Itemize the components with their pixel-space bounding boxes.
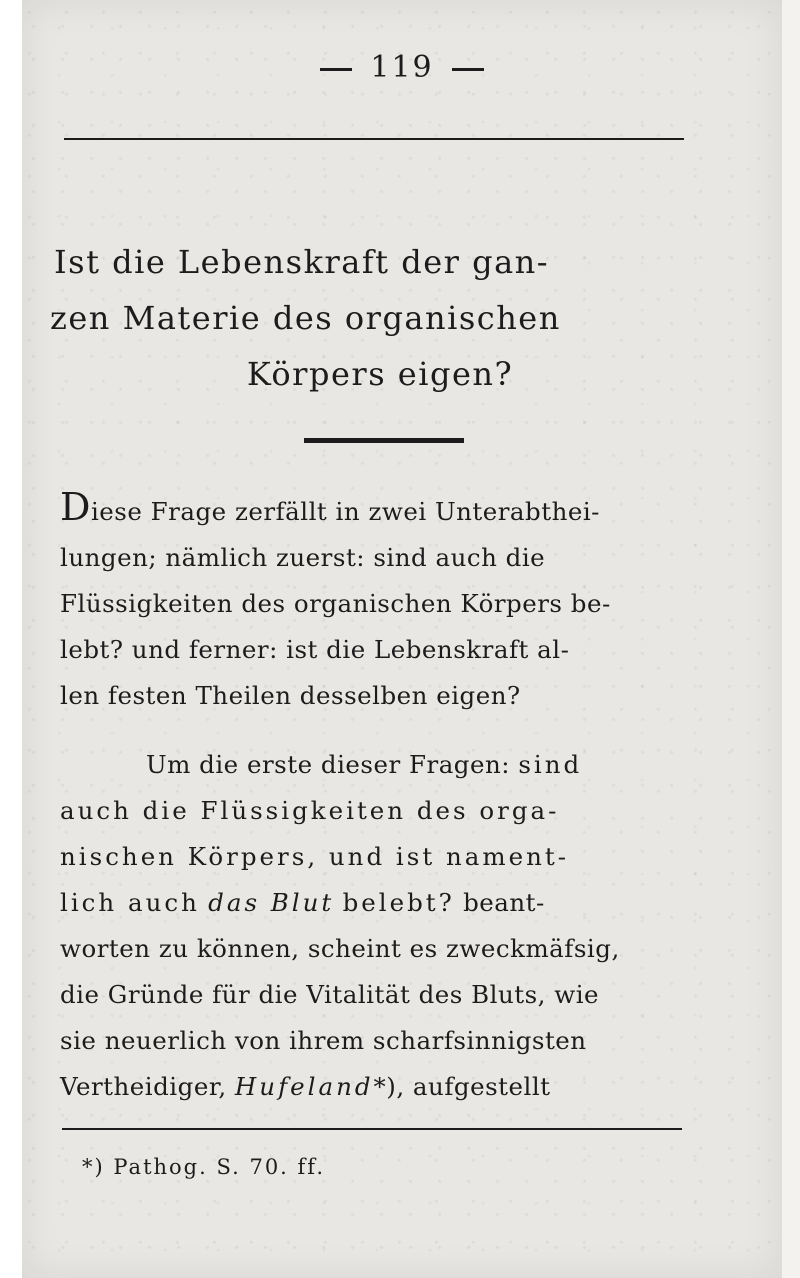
paragraph-2-line-5: worten zu können, scheint es zweckmäfsig, [60, 934, 620, 963]
footnote-rule [62, 1128, 682, 1130]
heading-separator [304, 438, 464, 443]
emphasis-hufeland: Hufeland [234, 1072, 374, 1101]
heading-line-2: zen Materie des organischen [50, 299, 561, 337]
emphasis-das-blut: das Blut [208, 888, 335, 917]
paragraph-2-line-2: auch die Flüssigkeiten des orga- [60, 796, 560, 825]
footnote: *) Pathog. S. 70. ff. [82, 1155, 326, 1179]
book-page [22, 0, 782, 1278]
paragraph-2-line-4-spaced: lich auch [60, 888, 200, 917]
paragraph-2-line-4-text: beant- [463, 888, 545, 917]
header-dash-right [452, 68, 484, 71]
paragraph-2-line-3: nischen Körpers, und ist nament- [60, 842, 569, 871]
heading-line-1: Ist die Lebenskraft der gan- [54, 243, 550, 281]
page-margin [782, 0, 800, 1278]
paragraph-1-line-2: lungen; nämlich zuerst: sind auch die [60, 543, 546, 572]
heading-line-3: Körpers eigen? [246, 355, 514, 393]
paragraph-2 [60, 742, 700, 1110]
header-dash-left [320, 68, 352, 71]
paragraph-2-line-4-spaced-2: belebt? [342, 888, 455, 917]
paragraph-1-line-4: lebt? und ferner: ist die Lebenskraft al- [60, 635, 570, 664]
paragraph-1-line-3: Flüssigkeiten des organischen Körpers be- [60, 589, 611, 618]
paragraph-1 [60, 485, 700, 719]
paragraph-1-line-1 [60, 485, 700, 535]
paragraph-2-line-7: sie neuerlich von ihrem scharfsinnigsten [60, 1026, 587, 1055]
paragraph-2-line-1 [60, 742, 700, 788]
paragraph-1-line-1-text: iese Frage zerfällt in zwei Unterabthei- [90, 497, 600, 526]
paragraph-2-line-8 [60, 1064, 700, 1110]
page-header [22, 50, 782, 85]
paragraph-2-line-6: die Gründe für die Vitalität des Bluts, wie [60, 980, 600, 1009]
paragraph-1-line-5: len festen Theilen desselben eigen? [60, 681, 521, 710]
header-rule [64, 138, 684, 140]
page-number: 119 [370, 50, 434, 85]
paragraph-2-line-1-text: Um die erste dieser Fragen: [146, 750, 511, 779]
paragraph-2-line-1-spaced: sind [518, 750, 583, 779]
paragraph-2-line-8-text-2: *), aufgestellt [373, 1072, 551, 1101]
paragraph-2-line-8-text: Vertheidiger, [60, 1072, 227, 1101]
paragraph-2-line-4 [60, 880, 700, 926]
drop-cap: D [60, 485, 91, 529]
section-heading [50, 234, 710, 402]
